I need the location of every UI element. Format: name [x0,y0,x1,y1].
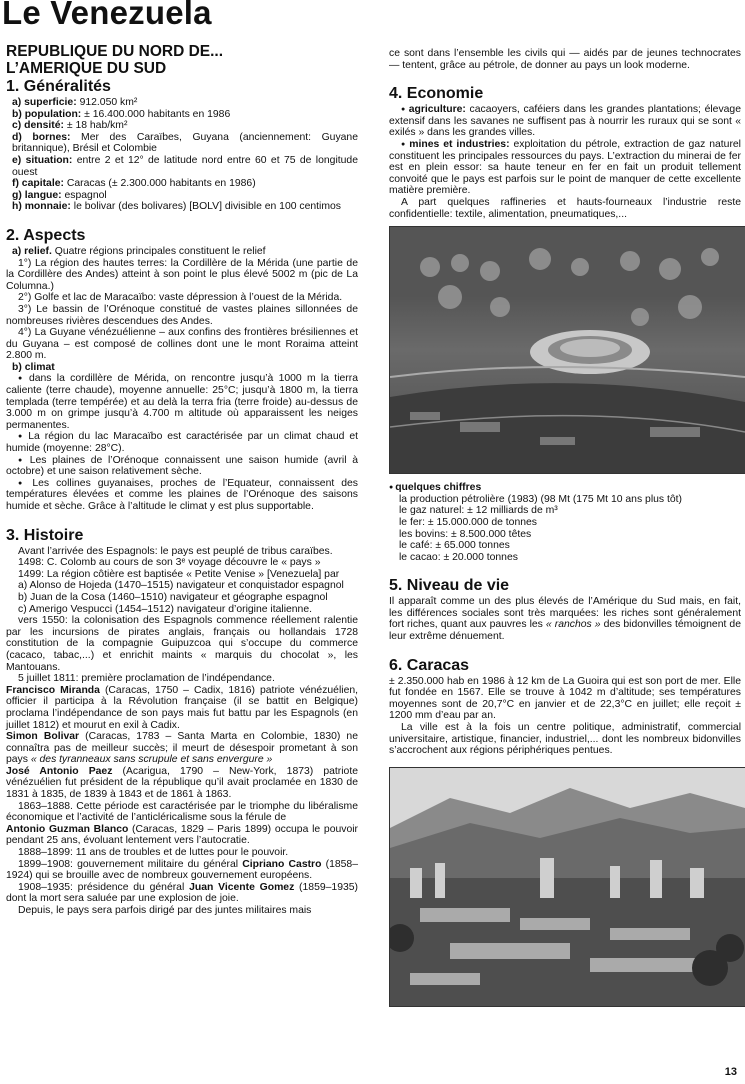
chiffre-item: les bovins: ± 8.500.000 têtes [399,528,532,540]
item-key: c) densité: [12,120,64,132]
item-value: cacaoyers, caféiers dans les grandes plantations; élevage extensif dans les savanes ne suffisent pas à nourrir les ruraux qui se sont « exilés » dans les grandes villes. [389,104,741,139]
chiffres-heading [389,482,741,494]
generalites-item [6,97,358,109]
person-name: Simon Bolivar [6,731,80,743]
caracas-1: ± 2.350.000 hab en 1986 à 12 km de La Guoira qui est son port de mer. Elle fut fondée en 1567. Elle se trouve à 1042 m d’altitude; ses températures moyennes sont de 20,7°C en janvier et de 22,3°C en juillet; elle reçoit ± 1200 mm d’eau par an. [389,675,741,722]
economie-industrie: A part quelques raffineries et hauts-fourneaux l’industrie reste confidentielle: textile, alimentation, pneumatiques,... [389,196,741,220]
text: 1899–1908: gouvernement militaire du général [18,858,243,870]
histoire-8: 5 juillet 1811: première proclamation de l’indépendance. [18,673,275,685]
histoire-11 [6,859,358,882]
refinery-photo [389,226,745,474]
text: (1859–1935) dont la mort sera saluée par une explosion de joie. [6,881,358,905]
person-text: (Caracas, 1829 – Paris 1899) occupa le pouvoir pendant 25 ans, évoluant lentement vers l’autocratie. [6,823,358,847]
histoire-miranda [6,685,358,731]
relief-4: 4°) La Guyane vénézuélienne – aux confins des frontières brésiliennes et du Guyana – est composé de collines dont une le mont Roraima atteint 2.800 m. [6,327,358,362]
relief-2: 2°) Golfe et lac de Maracaïbo: vaste dépression à l’ouest de la Mérida. [18,292,343,304]
relief-intro [6,246,358,258]
economie-mines [389,139,741,197]
item-value: 912.050 km² [76,97,138,108]
item-value: ± 16.400.000 habitants en 1986 [81,108,231,120]
quote: « ranchos » [545,619,601,631]
item-key: agriculture: [408,104,466,116]
histoire-10: 1888–1899: 11 ans de troubles et de luttes pour le pouvoir. [18,847,289,859]
histoire-4: a) Alonso de Hojeda (1470–1515) navigateur et conquistador espagnol [18,580,344,592]
item-value: entre 2 et 12° de latitude nord entre 60 et 75 de longitude ouest [12,154,358,178]
histoire-7: vers 1550: la colonisation des Espagnols commence réellement ralentie par les incursions de pirates anglais, français ou hollandais 1728 constitution de la compagnie Guipuzcoa qui s’occupe du commerce (cacaco, tabac,...) et enrichit maints « marquis du chocolat », les Mantouans. [6,615,358,673]
item-value: Caracas (± 2.300.000 habitants en 1986) [63,178,256,190]
chiffres-list [389,494,741,564]
item-key: mines et industries: [409,138,510,150]
climat-2: ● La région du lac Maracaïbo est caractérisée par un climat chaud et humide (moyenne: 28°C). [6,431,358,454]
item-key: b) population: [12,108,82,120]
section-economie-heading: 4. Economie [389,85,484,103]
person-text: (Caracas, 1783 – Santa Marta en Colombie, 1830) ne connaîtra pas de meilleur succès; il meurt de désespoir prometant à son pays [6,731,358,766]
histoire-2: 1498: C. Colomb au cours de son 3ᵉ voyage découvre le « pays » [18,557,321,569]
histoire-paez [6,766,358,801]
chiffre-item: le café: ± 65.000 tonnes [399,540,510,552]
item-key: h) monnaie: [12,201,71,213]
relief-key: a) relief. [12,245,52,257]
item-key: g) langue: [12,189,62,201]
generalites-item [6,109,358,121]
item-key: e) situation: [12,154,73,166]
histoire-12 [6,882,358,905]
page-title: Le Venezuela [2,0,212,31]
text: 1908–1935: présidence du général [18,881,190,893]
item-key: a) superficie: [12,97,77,108]
right-column [389,48,741,1007]
person-text: (Acarigua, 1790 – New-York, 1873) patriote vénézuélien fut président de la république qu’il avait proclamée en 1830 de 1831 à 1835, de 1839 à 1843 et de 1861 à 1863. [6,765,358,801]
relief-1: 1°) La région des hautes terres: la Cordillère de la Mérida (une partie de la Cordillère des Andes) atteint à son point le plus élevé 5002 m (pic de La Columna.) [6,257,358,292]
caracas-2: La ville est à la fois un centre politique, administratif, commercial universitaire, artistique, financier, industriel,... dont les nombreux bidonvilles s’accrochent aux régions périphériques pentues. [389,722,741,757]
chiffre-item: le gaz naturel: ± 12 milliards de m³ [399,505,558,517]
caracas-photo [389,767,745,1007]
left-column [6,44,358,917]
item-value: espagnol [61,189,107,201]
chiffre-item: le fer: ± 15.000.000 de tonnes [399,516,537,528]
histoire-guzman [6,824,358,847]
histoire-bolivar [6,731,358,766]
histoire-continuation: ce sont dans l’ensemble les civils qui — aidés par de jeunes technocrates — tentent, grâce au pétrole, de donner au pays un look moderne. [389,48,741,71]
item-key: f) capitale: [12,178,64,190]
climat-3: ● Les plaines de l’Orénoque connaissent une saison humide (avril à octobre) et une saison relativement sèche. [6,455,358,478]
item-key: d) bornes: [12,131,71,143]
person-text: (Caracas, 1750 – Cadix, 1816) patriote vénézuélien, officier il participa à la Révolution française (il se battit en Belgique) proclama l’indépendance de son pays mais fut battu par les Espagnols (en juillet 1812) et mourut en exil à Cadix. [6,684,359,731]
climat-1: ● dans la cordillère de Mérida, on rencontre jusqu’à 1000 m la tierra caliente (terre chaude), moyenne annuelle: 25°C; jusqu’à 1800 m, la tierra templada (terre tempérée) et au delà la terra fria (terre froide) au-dessus de 3.000 m on grimpe jusqu’à 4.700 m altitude où apparaissent les neiges permanentes. [6,373,358,431]
person-name: José Antonio Paez [6,765,113,777]
histoire-1: Avant l’arrivée des Espagnols: le pays est peuplé de tribus caraïbes. [18,545,333,557]
relief-3: 3°) Le bassin de l’Orénoque constitué de vastes plaines sillonnées de nombreuses rivières descendues des Andes. [6,303,358,327]
item-value: ± 18 hab/km² [63,120,128,132]
relief-value: Quatre régions principales constituent le relief [51,245,266,257]
histoire-6: c) Amerigo Vespucci (1454–1512) navigateur d’origine italienne. [18,603,313,615]
subtitle-line1: REPUBLIQUE DU NORD DE... [6,43,224,60]
generalites-list [6,97,358,213]
climat-4: ● Les collines guyanaises, proches de l’Equateur, connaissent des températures élevées et comme les plaines de l’Orénoque des saisons humide et sèche. Grâce à l’altitude le climat y est plus supportable. [6,478,358,513]
generalites-item [6,132,358,155]
chiffre-item: le cacao: ± 20.000 tonnes [399,551,518,563]
section-caracas-heading: 6. Caracas [389,656,470,674]
histoire-5: b) Juan de la Cosa (1460–1510) navigateur et géographe espagnol [18,591,328,603]
generalites-item [6,155,358,178]
item-key: quelques chiffres [395,482,482,494]
chiffre-item: la production pétrolière (1983) (98 Mt (175 Mt 10 ans plus tôt) [399,493,683,505]
section-histoire-heading: 3. Histoire [6,526,84,544]
section-niveau-heading: 5. Niveau de vie [389,577,510,595]
histoire-9: 1863–1888. Cette période est caractérisée par le triomphe du libéralisme économique et l’activité de l’anticléricalisme sous la férule de [6,800,358,824]
person-name: Cipriano Castro [242,858,322,870]
text: des bidonvilles témoignent de leur extrême dénuement. [389,619,741,643]
item-value: le bolivar (des bolivares) [BOLV] divisible en 100 centimos [70,201,341,213]
section-generalites-heading: 1. Généralités [6,78,111,95]
climat-heading [6,362,358,374]
section-aspects-heading: 2. Aspects [6,226,86,244]
page-number: 13 [724,1066,737,1078]
generalites-item [6,120,358,132]
generalites-item [6,190,358,202]
climat-key: b) climat [12,361,55,373]
item-value: Mer des Caraïbes, Guyana (anciennement: Guyane britannique), Brésil et Colombie [12,131,358,155]
subtitle-line2: L’AMERIQUE DU SUD [6,60,167,77]
generalites-item [6,178,358,190]
quote: « des tyranneaux sans scrupule et sans envergure » [30,754,273,766]
niveau-text [389,596,741,642]
economie-agriculture [389,104,741,139]
text: (1858–1924) qui se brouille avec de nombreux gouvernement européens. [6,858,358,882]
person-name: Francisco Miranda [6,684,100,696]
generalites-item [6,201,358,213]
person-name: Antonio Guzman Blanco [6,823,129,835]
item-value: exploitation du pétrole, extraction de gaz naturel constituent les principales ressources du pays. L’extraction du minerai de fer est en plein essor: sa haute teneur en fer en fait un produit tellement convoité que le pays est parfois sur le point de manquer de cette excellente matière première. [389,138,741,197]
histoire-13: Depuis, le pays sera parfois dirigé par des juntes militaires mais [18,905,312,916]
text: Il apparaît comme un des plus élevés de l’Amérique du Sud mais, en fait, les différences sociales sont très marquées: les riches sont généralement fort riches, quant aux pauvres les [389,596,741,631]
histoire-3: 1499: La région côtière est baptisée « Petite Venise » [Venezuela] par [18,568,340,580]
person-name: Juan Vicente Gomez [189,881,295,893]
